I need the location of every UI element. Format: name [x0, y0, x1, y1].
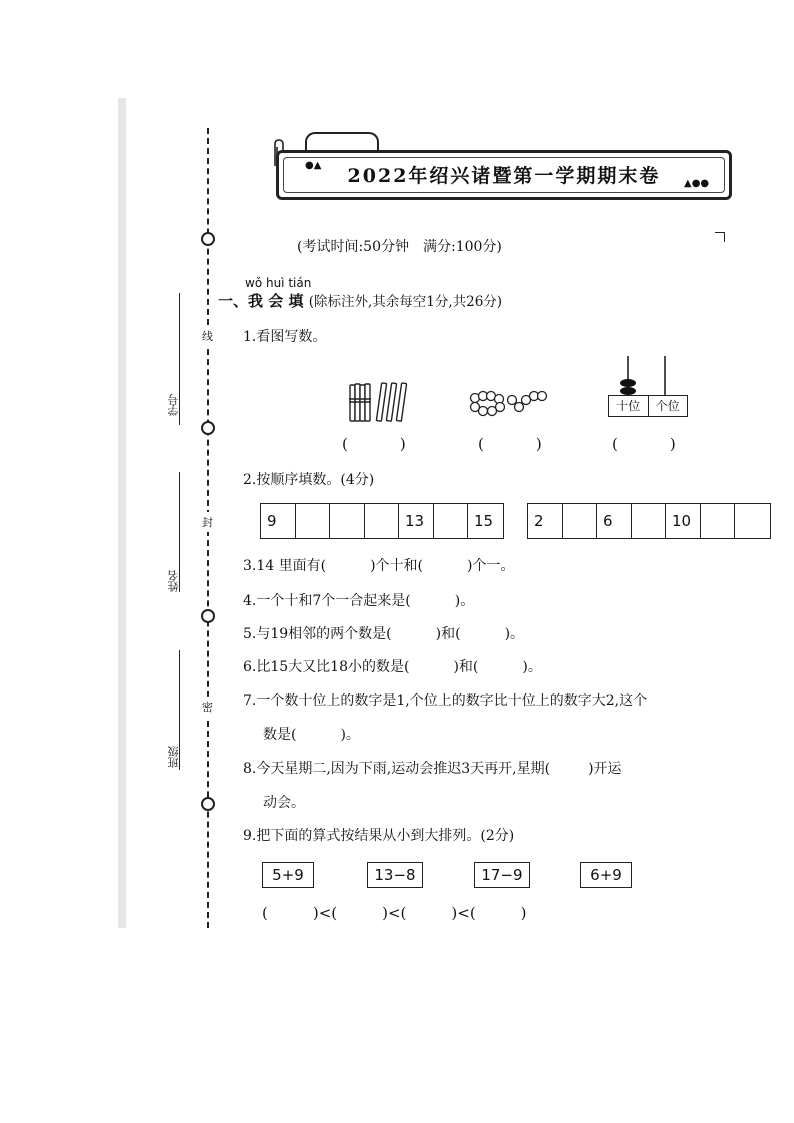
question-2: 2.按顺序填数。(4分): [243, 472, 375, 488]
q5-text-b: )和(: [435, 626, 461, 642]
question-9: 9.把下面的算式按结果从小到大排列。(2分): [243, 828, 515, 844]
seq1-cell: 15: [474, 512, 494, 530]
sequence-row-1: [260, 503, 504, 539]
section-pinyin: wǒ huì tián: [245, 276, 312, 290]
question-4: [243, 591, 474, 611]
q7-text-b: )。: [340, 727, 360, 743]
question-1: 1.看图写数。: [243, 329, 327, 345]
expression-box: 6+9: [580, 862, 632, 888]
q4-text-a: 4.一个十和7个一合起来是(: [243, 593, 411, 609]
binding-hole: [201, 421, 215, 435]
q8-text-a: 8.今天星期二,因为下雨,运动会推迟3天再开,星期(: [243, 761, 551, 777]
seq2-cell-blank[interactable]: [632, 504, 667, 538]
q5-text-a: 5.与19相邻的两个数是(: [243, 626, 392, 642]
q1-answer-1[interactable]: ( ): [342, 435, 406, 453]
ordering-answer[interactable]: ( )<( )<( )<( ): [262, 904, 527, 922]
binding-hole: [201, 797, 215, 811]
seq2-cell-blank[interactable]: [701, 504, 736, 538]
binding-hole: [201, 232, 215, 246]
binding-char-secret: 密: [202, 697, 213, 717]
bee-icon: ▲●●: [684, 178, 710, 189]
scan-margin: [118, 98, 126, 928]
ones-label: 个位: [655, 399, 680, 413]
q4-text-b: )。: [454, 593, 475, 609]
q6-text-c: )。: [522, 659, 542, 675]
q5-text-c: )。: [504, 626, 525, 642]
section-header: [218, 290, 502, 311]
seq1-cell: 9: [261, 504, 296, 538]
tens-label: 十位: [609, 396, 649, 416]
question-3: [243, 556, 515, 576]
question-6: [243, 657, 542, 677]
expression-box: 13−8: [367, 862, 423, 888]
q7-text-a: 数是(: [263, 727, 297, 743]
q3-text-c: )个一。: [467, 558, 515, 574]
sequence-row-2: [527, 503, 771, 539]
seq2-cell: 6: [597, 504, 632, 538]
question-5: [243, 624, 524, 644]
abacus-icon: [615, 356, 679, 398]
title-banner: [276, 150, 732, 200]
expression-box: 17−9: [474, 862, 530, 888]
seq1-cell-blank[interactable]: [330, 504, 365, 538]
question-8-line-2: 动会。: [263, 795, 305, 811]
seq2-cell-blank[interactable]: [735, 504, 770, 538]
seq1-cell-blank[interactable]: [296, 504, 331, 538]
corner-mark: [715, 232, 725, 242]
q1-answer-2[interactable]: ( ): [478, 435, 542, 453]
bee-icon: ●▲: [305, 160, 322, 171]
q1-answer-3[interactable]: ( ): [612, 435, 676, 453]
section-title: 一、我 会 填: [218, 292, 304, 310]
seq1-cell-blank[interactable]: [365, 504, 400, 538]
exam-info: (考试时间:50分钟 满分:100分): [297, 239, 502, 255]
student-id-label: 学号: [167, 394, 180, 416]
page-title: 2022年绍兴诸暨第一学期期末卷: [347, 165, 661, 187]
bead-group-icon: [468, 390, 550, 418]
place-value-chart: [608, 395, 688, 417]
question-7: 7.一个数十位上的数字是1,个位上的数字比十位上的数字大2,这个: [243, 693, 648, 709]
question-7-line-2: [263, 725, 360, 745]
seq2-cell-blank[interactable]: [563, 504, 598, 538]
name-label: 姓名: [167, 570, 180, 592]
q3-text-a: 3.14 里面有(: [243, 558, 327, 574]
q3-text-b: )个十和(: [370, 558, 424, 574]
q6-text-b: )和(: [453, 659, 479, 675]
binding-hole: [201, 609, 215, 623]
stick-bundle-icon: [348, 381, 408, 425]
binding-char-line: 线: [202, 326, 213, 346]
binding-char-seal: 封: [202, 512, 213, 532]
section-note: (除标注外,其余每空1分,共26分): [308, 294, 503, 310]
question-8: [243, 759, 622, 779]
seq1-cell-blank[interactable]: [434, 504, 469, 538]
expression-box: 5+9: [262, 862, 314, 888]
seq2-cell: 10: [666, 504, 701, 538]
seq2-cell: 2: [528, 504, 563, 538]
q8-text-b: )开运: [588, 761, 622, 777]
class-label: 班级: [167, 746, 180, 768]
q6-text-a: 6.比15大又比18小的数是(: [243, 659, 410, 675]
seq1-cell: 13: [399, 504, 434, 538]
